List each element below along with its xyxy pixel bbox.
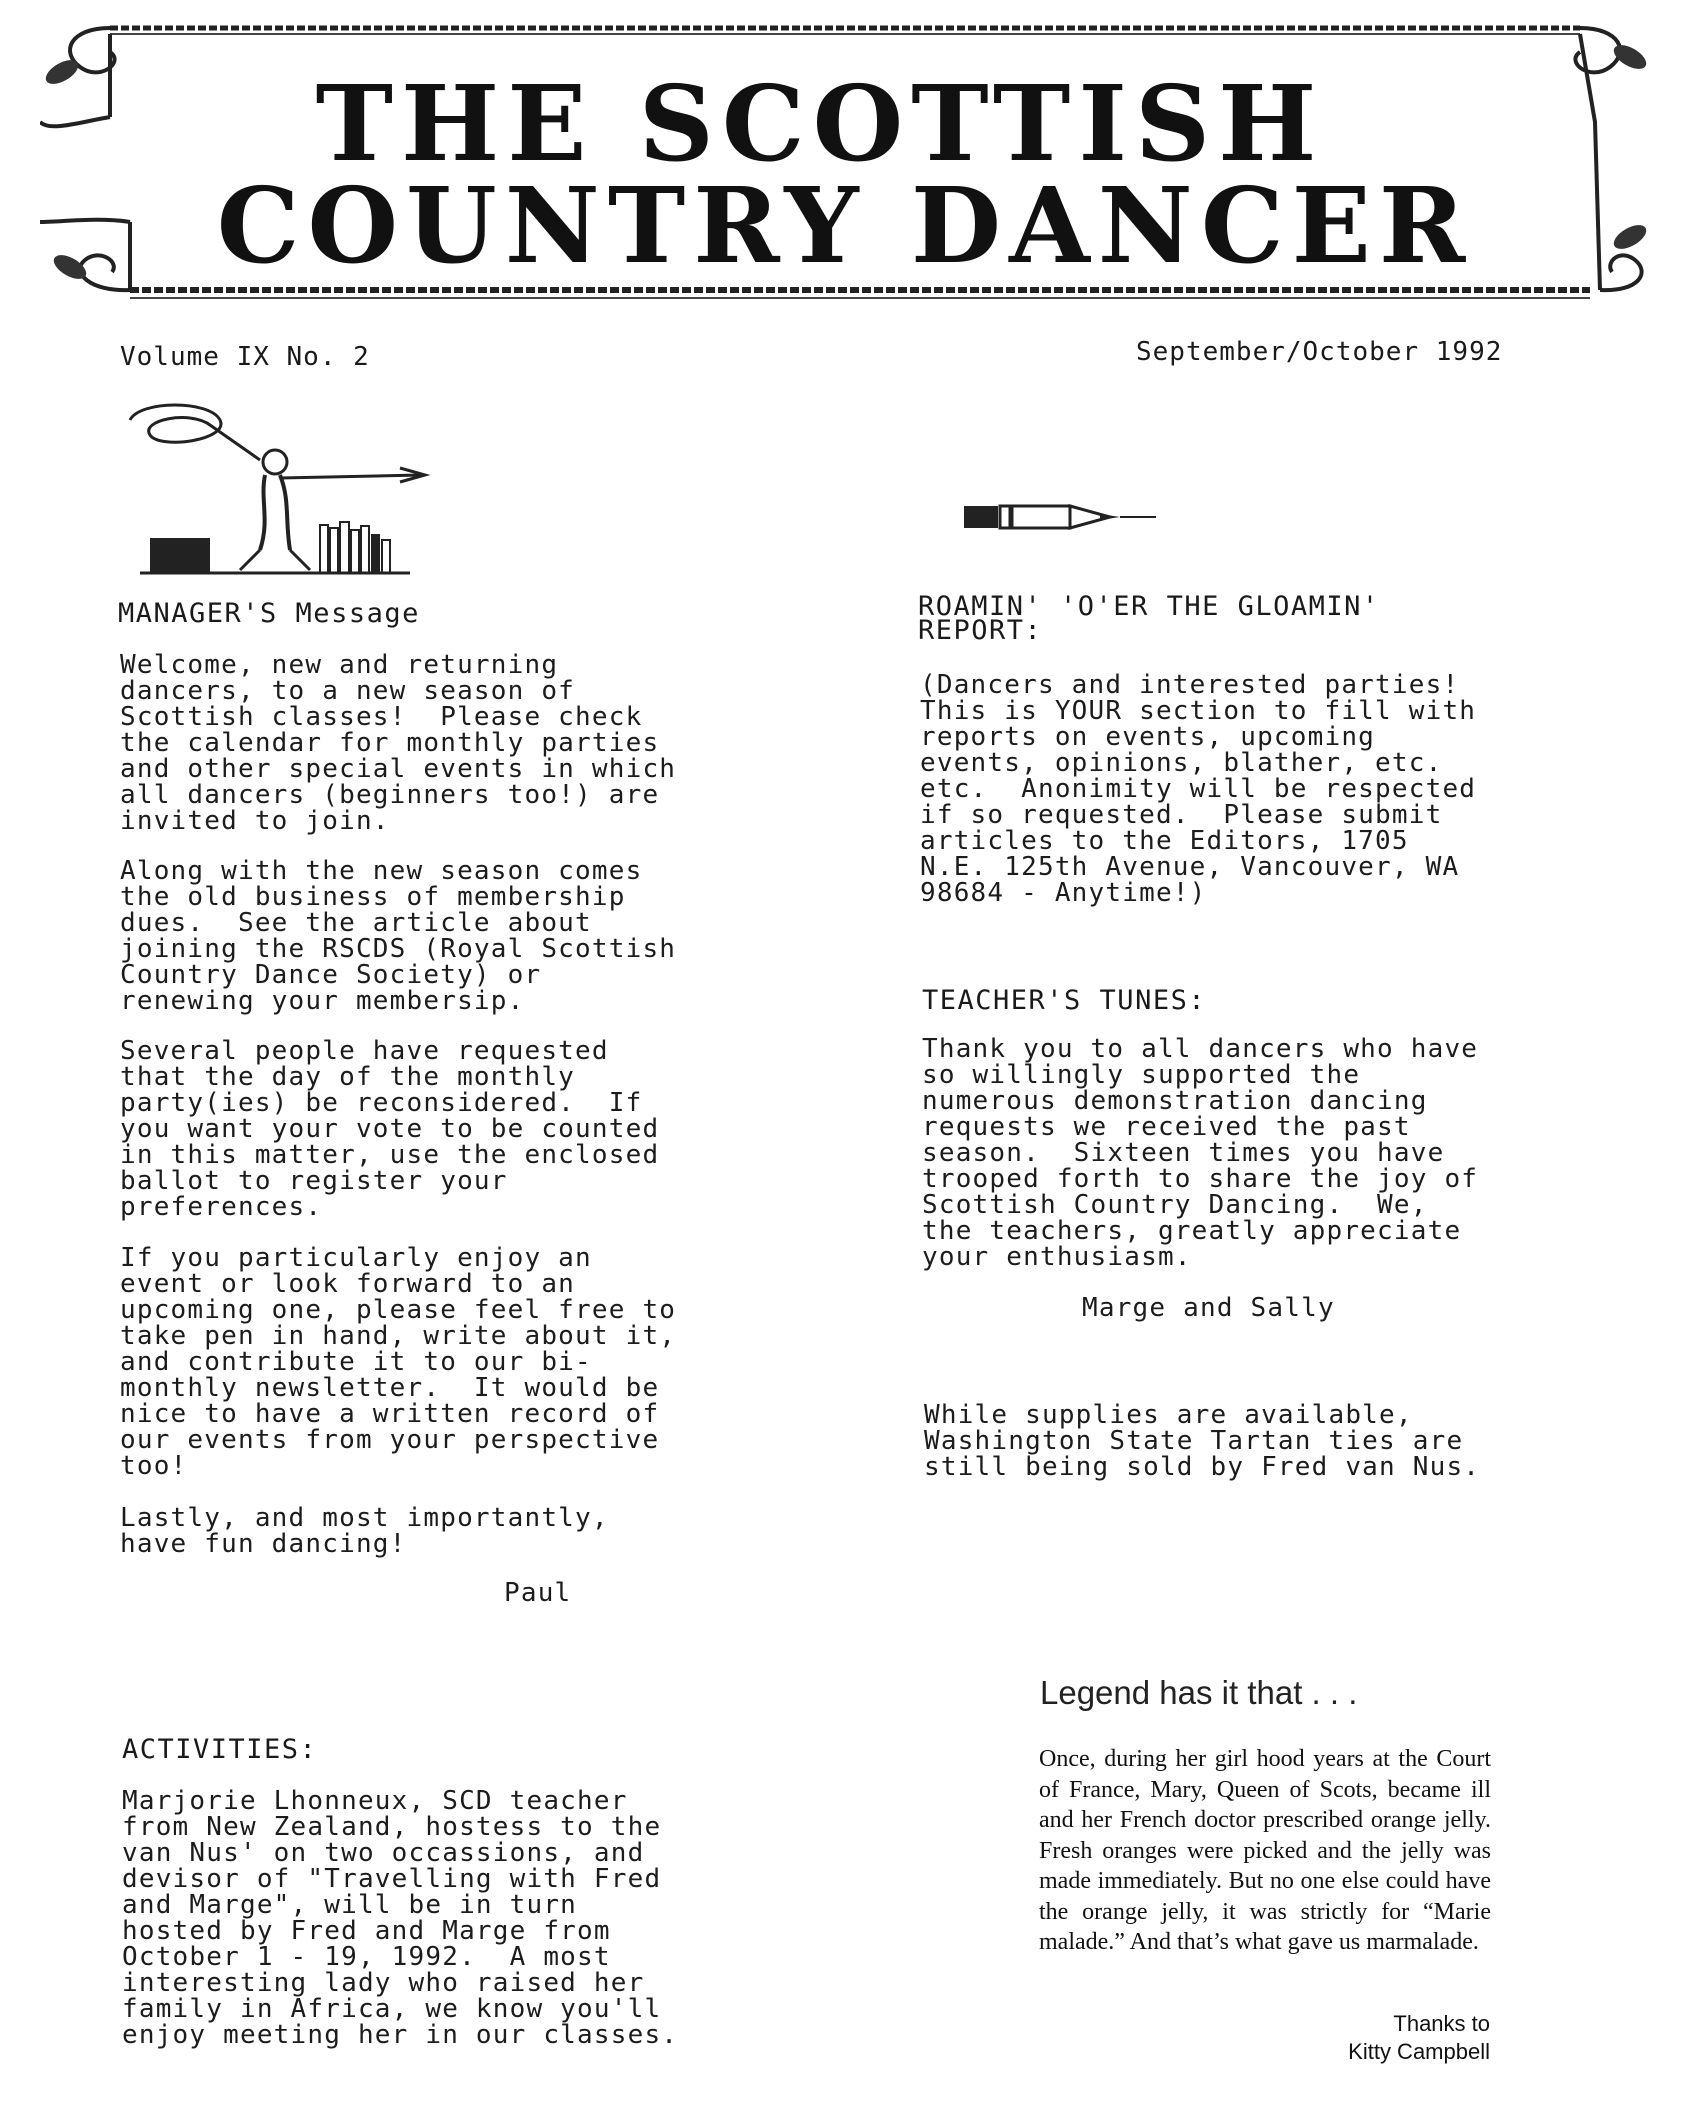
pencil-icon [960,498,1160,534]
masthead [40,22,1650,312]
managers-message-paragraph-4: If you particularly enjoy an event or look forward to an upcoming one, please feel free to take pen in hand, write about it, and contribute it to our bi- monthly newsletter. It would be nice to have a written record of our events from your perspective too! [120,1243,677,1481]
dancer-cartoon-icon [120,400,440,580]
activities-heading: ACTIVITIES: [122,1734,318,1765]
managers-message-signature: Paul [504,1578,572,1608]
teachers-tunes-body: Thank you to all dancers who have so willingly supported the numerous demonstration dancing requests we received the past season. Sixteen times you have trooped forth to share the joy of Scottish Country Dancing. We, the teachers, greatly appreciate your enthusiasm. [922,1034,1479,1272]
managers-message-paragraph-1: Welcome, new and returning dancers, to a new season of Scottish classes! Please check the calendar for monthly parties and other special events in which all dancers (beginners too!) are invited to join. [120,650,677,836]
pencil-illustration [960,498,1160,534]
issue-date: September/October 1992 [1136,337,1503,367]
managers-message-paragraph-2: Along with the new season comes the old business of membership dues. See the article about joining the RSCDS (Royal Scottish Country Dance Society) or renewing your membersip. [120,856,677,1016]
volume-number: Volume IX No. 2 [120,342,370,372]
tartan-ties-notice: While supplies are available, Washington State Tartan ties are still being sold by Fred van Nus. [924,1400,1481,1482]
teachers-tunes-heading: TEACHER'S TUNES: [922,985,1207,1016]
dancer-illustration [120,400,440,580]
activities-body: Marjorie Lhonneux, SCD teacher from New Zealand, hostess to the van Nus' on two occassions, and devisor of "Travelling with Fred and Marge", will be in turn hosted by Fred and Marge from October 1 - 19, 1992. A most interesting lady who raised her family in Africa, we know you'll enjoy meeting her in our classes. [122,1786,679,2050]
managers-message-paragraph-5: Lastly, and most importantly, have fun dancing! [120,1503,609,1559]
roamin-report-heading: ROAMIN' 'O'ER THE GLOAMIN' REPORT: [918,591,1380,646]
legend-credit-thanks: Thanks to [1393,2011,1490,2036]
legend-body: Once, during her girl hood years at the Court of France, Mary, Queen of Scots, became ill and her French doctor prescribed orange jelly. Fresh oranges were picked and the jelly was made immediately. But no one else could have the orange jelly, it was strictly for “Marie malade.” And that’s what gave us marmalade. [1039,1746,1491,1955]
roamin-report-body: (Dancers and interested parties! This is YOUR section to fill with reports on events, upcoming events, opinions, blather, etc. etc. Anonimity will be respected if so requested. Please submit articles to the Editors, 1705 N.E. 125th Avenue, Vancouver, WA 98684 - Anytime!) [920,670,1477,908]
teachers-tunes-signature: Marge and Sally [1082,1293,1335,1323]
masthead-title-line-1: THE SCOTTISH [315,62,1325,185]
masthead-title-line-2: COUNTRY DANCER [216,164,1474,287]
legend-credit-name: Kitty Campbell [1348,2039,1490,2064]
legend-credit [1240,2010,1490,2066]
managers-message-paragraph-3: Several people have requested that the day of the monthly party(ies) be reconsidered. If you want your vote to be counted in this matter, use the enclosed ballot to register your preferences. [120,1036,660,1222]
managers-message-heading: MANAGER'S Message [118,598,420,629]
legend-title: Legend has it that . . . [1040,1674,1358,1711]
